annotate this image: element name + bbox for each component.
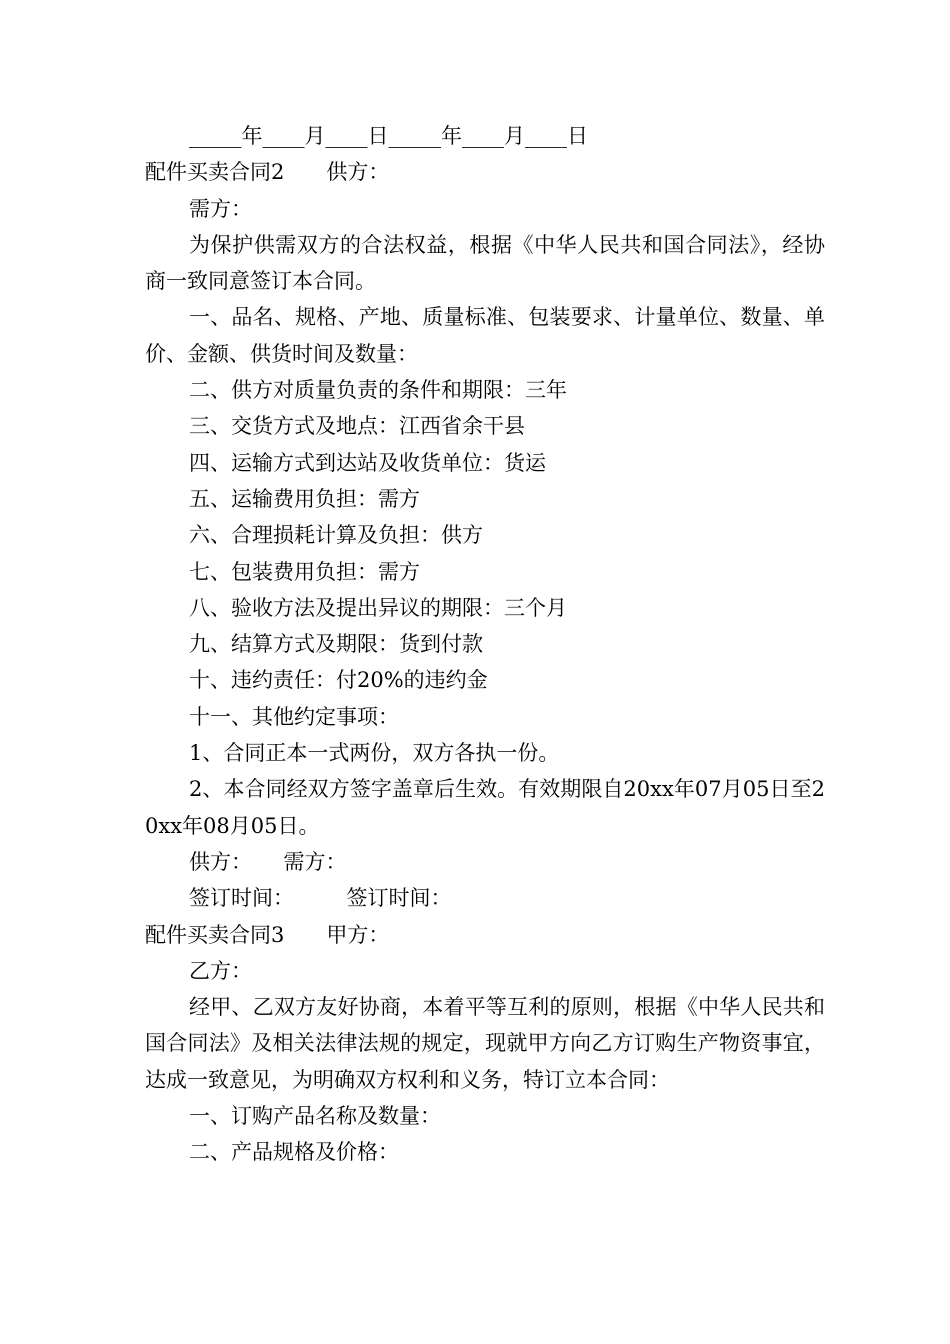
clause-10: 十、违约责任：付20%的违约金 [189,668,488,693]
clause-5: 五、运输费用负担：需方 [189,486,420,511]
contract-3-heading: 配件买卖合同3 甲方： [145,922,390,947]
clause-7: 七、包装费用负担：需方 [189,559,420,584]
clause-1: 一、品名、规格、产地、质量标准、包装要求、计量单位、数量、单价、金额、供货时间及数量： [145,305,825,366]
date-line: _____年____月____日_____年____月____日 [189,124,588,148]
contract-2-heading: 配件买卖合同2 供方： [145,160,390,185]
buyer-label: 需方： [189,196,252,221]
clause-8: 八、验收方法及提出异议的期限：三个月 [189,595,567,620]
signature-dates: 签订时间： 签订时间： [189,886,452,911]
clause-11-item-1: 1、合同正本一式两份，双方各执一份。 [189,741,560,766]
clause-11-item-2: 2、本合同经双方签字盖章后生效。有效期限自20xx年07月05日至20xx年08月05日。 [145,777,825,838]
clause-3: 三、交货方式及地点：江西省余干县 [189,414,525,439]
clause-9: 九、结算方式及期限：货到付款 [189,632,483,657]
contract-3-preamble: 经甲、乙双方友好协商，本着平等互利的原则，根据《中华人民共和国合同法》及相关法律法规的规定，现就甲方向乙方订购生产物资事宜，达成一致意见，为明确双方权利和义务，特订立本合同： [145,995,825,1092]
clause-6: 六、合理损耗计算及负担：供方 [189,523,483,548]
contract-3-clause-1: 一、订购产品名称及数量： [189,1104,441,1129]
party-b-label: 乙方： [189,958,252,983]
preamble-paragraph: 为保护供需双方的合法权益，根据《中华人民共和国合同法》，经协商一致同意签订本合同。 [145,232,825,294]
clause-2: 二、供方对质量负责的条件和期限：三年 [189,378,567,403]
contract-3-clause-2: 二、产品规格及价格： [189,1140,399,1165]
clause-11: 十一、其他约定事项： [189,704,399,729]
document-page [145,118,825,1171]
clause-4: 四、运输方式到达站及收货单位：货运 [189,450,546,475]
signature-parties: 供方： 需方： [189,849,347,874]
